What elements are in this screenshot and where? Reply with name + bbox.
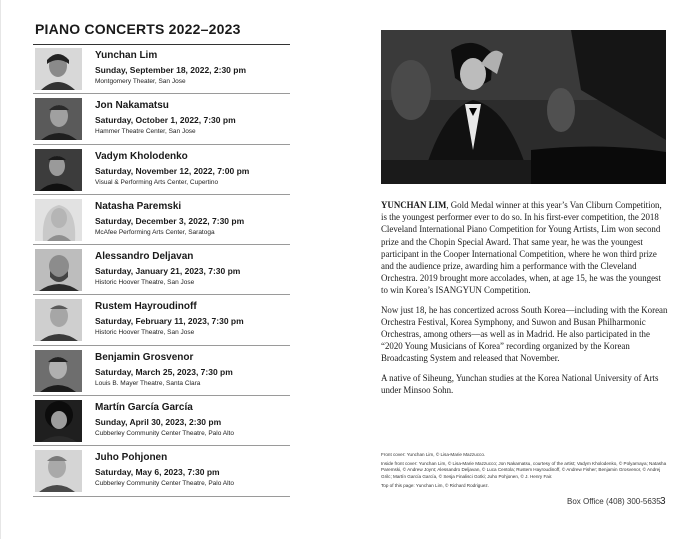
concert-venue: Historic Hoover Theatre, San Jose [95, 279, 195, 287]
artist-bio [381, 199, 669, 403]
concert-date: Saturday, February 11, 2023, 7:30 pm [95, 316, 244, 327]
performer-photo [35, 98, 82, 140]
concert-venue: McAfee Performing Arts Center, Saratoga [95, 228, 215, 236]
concert-venue: Montgomery Theater, San Jose [95, 78, 186, 85]
concert-date: Saturday, May 6, 2023, 7:30 pm [95, 467, 220, 478]
credit-top-page: Top of this page: Yunchan Lim, © Richard Rodriguez. [381, 482, 489, 488]
concert-venue: Cubberley Community Center Theatre, Palo Alto [95, 480, 234, 488]
concert-venue: Historic Hoover Theatre, San Jose [95, 329, 195, 337]
concert-row [33, 346, 290, 396]
concert-date: Sunday, April 30, 2023, 2:30 pm [95, 417, 222, 428]
concert-date: Saturday, January 21, 2023, 7:30 pm [95, 266, 241, 277]
page-number: 3 [660, 496, 666, 507]
concert-date: Saturday, December 3, 2022, 7:30 pm [95, 215, 245, 226]
page-edge [0, 0, 1, 539]
concert-row [33, 446, 290, 496]
concert-list [33, 44, 290, 497]
concert-row [33, 245, 290, 295]
bio-lead-name: YUNCHAN LIM [381, 200, 447, 210]
performer-photo [35, 350, 82, 392]
concert-row [33, 195, 290, 245]
concert-row [33, 94, 290, 144]
performer-name: Martín García García [95, 402, 193, 414]
concert-venue: Louis B. Mayer Theatre, Santa Clara [95, 379, 201, 387]
concert-date: Saturday, March 25, 2023, 7:30 pm [95, 366, 233, 377]
performer-name: Alessandro Deljavan [95, 251, 194, 263]
concert-venue: Cubberley Community Center Theatre, Palo Alto [95, 430, 234, 438]
photo-credits [381, 452, 669, 492]
performer-name: Rustem Hayroudinoff [95, 301, 197, 313]
performer-photo [35, 48, 82, 90]
concert-date: Saturday, November 12, 2022, 7:00 pm [95, 165, 250, 176]
performer-photo [35, 299, 82, 341]
credit-inside-cover: Inside front cover: Yunchan Lim, © Lisa-Marie Mazzucco; Jon Nakamatsu, courtesy of the artist; Vadym Kholodenko, © Polyarnaya; Natasha Paremski, © Andrew Joynt; Alessandro Deljavan, © Luca Centola; Rustem Hayroudinoff, © Andrew Fisher; Benjamin Grosvenor, © Andrej Grilc; Martín García García, © Sesja Finalisci Gotki; Juho Pohjonen, © J. Henry Fair. [381, 461, 667, 479]
bio-paragraph: A native of Siheung, Yunchan studies at the Korea National University of Arts under Minsoo Sohn. [381, 372, 659, 395]
bio-paragraph [381, 199, 669, 297]
performer-photo [35, 149, 82, 191]
page-title: PIANO CONCERTS 2022–2023 [35, 21, 241, 37]
concert-row [33, 44, 290, 94]
performer-name: Natasha Paremski [95, 200, 182, 212]
concert-venue: Visual & Performing Arts Center, Cupertino [95, 178, 219, 186]
performer-photo [35, 450, 82, 492]
hero-photo [381, 30, 666, 184]
performer-photo [35, 400, 82, 442]
box-office-phone: Box Office (408) 300-5635 [567, 497, 661, 506]
performer-name: Jon Nakamatsu [95, 100, 169, 112]
bio-text: , Gold Medal winner at this year’s Van Cliburn Competition, is the youngest performer ever to do so. In his first-ever competition, the 2018 Cleveland International Piano Competition for Young Artists, Lim won second prize and the Chopin Special Award. That same year, he was the youngest participant in the Cooper International Competition, where he won third prize and the audience prize, awarding him a performance with the Cleveland Orchestra. 2019 brought more accolades, when, at age 15, he was the youngest to win Korea’s ISANGYUN Competition. [381, 200, 662, 296]
bio-paragraph: Now just 18, he has concertized across South Korea—including with the Korean Orchestra Festival, Korea Symphony, and Suwon and Busan Philharmonic Orchestras, among others—as well as in Madrid. He also participated in the “2020 Young Musicians of Korea” recording organized by the Korean Broadcasting System and released that November. [381, 304, 668, 364]
concert-row [33, 145, 290, 195]
performer-name: Vadym Kholodenko [95, 150, 188, 162]
credit-front-cover: Front cover: Yunchan Lim, © Lisa-Marie Mazzucco. [381, 452, 486, 457]
concert-date: Sunday, September 18, 2022, 2:30 pm [95, 65, 247, 75]
performer-photo [35, 249, 82, 291]
concert-row [33, 396, 290, 446]
concert-venue: Hammer Theatre Center, San Jose [95, 128, 196, 136]
performer-name: Benjamin Grosvenor [95, 351, 194, 363]
performer-name: Yunchan Lim [95, 50, 158, 61]
performer-name: Juho Pohjonen [95, 452, 168, 464]
concert-date: Saturday, October 1, 2022, 7:30 pm [95, 115, 236, 126]
performer-photo [35, 199, 82, 241]
concert-row [33, 295, 290, 345]
